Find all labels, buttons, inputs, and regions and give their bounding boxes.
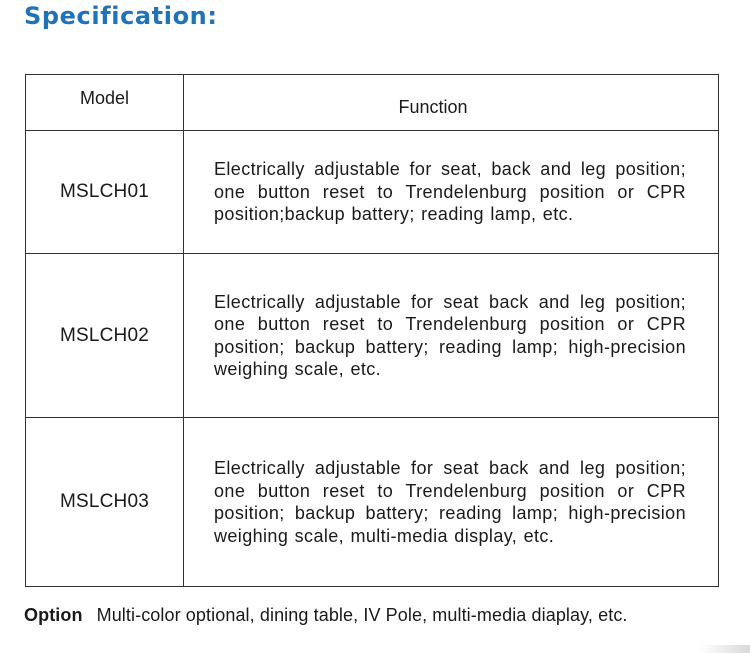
- table-row: [26, 254, 719, 418]
- option-text: Multi-color optional, dining table, IV Pole, multi-media diaplay, etc.: [96, 605, 628, 625]
- specification-table: [25, 74, 719, 587]
- function-text: Electrically adjustable for seat, back and leg position; one button reset to Trendelenburg position or CPR position;backup battery; reading lamp, etc.: [214, 159, 686, 225]
- option-line: [24, 605, 628, 626]
- function-cell: [184, 131, 719, 254]
- column-header-model: Model: [26, 75, 184, 131]
- table-row: [26, 418, 719, 587]
- model-cell: MSLCH01: [26, 131, 184, 254]
- corner-shadow-decoration: [700, 645, 750, 653]
- function-text: Electrically adjustable for seat back and leg position; one button reset to Trendelenburg position or CPR position; backup battery; reading lamp; high-precision weighing scale, multi-media display, etc.: [214, 458, 686, 546]
- function-cell: [184, 418, 719, 587]
- option-label: Option: [24, 605, 83, 625]
- table-header-row: [26, 75, 719, 131]
- table-row: [26, 131, 719, 254]
- function-cell: [184, 254, 719, 418]
- page-title: Specification:: [24, 2, 218, 30]
- function-text: Electrically adjustable for seat back and leg position; one button reset to Trendelenburg position or CPR position; backup battery; reading lamp; high-precision weighing scale, etc.: [214, 291, 686, 379]
- model-cell: MSLCH03: [26, 418, 184, 587]
- model-cell: MSLCH02: [26, 254, 184, 418]
- column-header-function: Function: [184, 75, 719, 131]
